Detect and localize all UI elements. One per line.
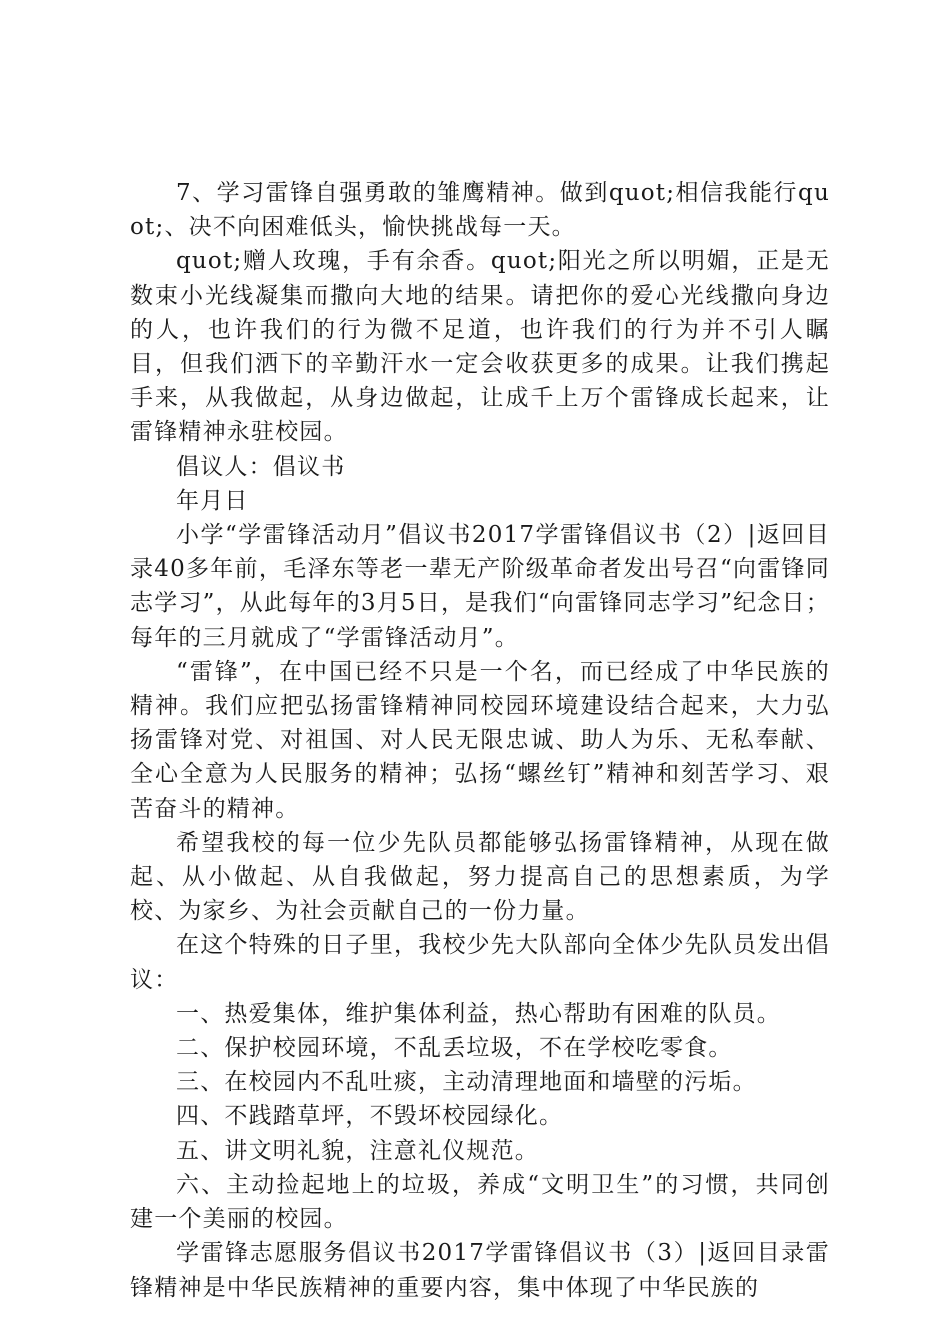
paragraph-item-1: 一、热爱集体，维护集体利益，热心帮助有困难的队员。 bbox=[176, 1000, 781, 1027]
paragraph-leifeng-national-spirit: “雷锋”，在中国已经不只是一个名，而已经成了中华民族的精神。我们应把弘扬雷锋精神同校园环境建设结合起来，大力弘扬雷锋对党、对祖国、对人民无限忠诚、助人为乐、无私奉献、全心全意为人民服务的精神；弘扬“螺丝钉”精神和刻苦学习、艰苦奋斗的精神。 bbox=[130, 658, 830, 822]
paragraph-item-2: 二、保护校园环境，不乱丢垃圾，不在学校吃零食。 bbox=[176, 1035, 733, 1062]
paragraph-item-7-eagle-spirit: 7、学习雷锋自强勇敢的雏鹰精神。做到quot;相信我能行quot;、决不向困难低头，愉快挑战每一天。 bbox=[130, 180, 830, 241]
paragraph-date-line: 年月日 bbox=[176, 487, 249, 514]
paragraph-item-4: 四、不践踏草坪，不毁坏校园绿化。 bbox=[176, 1103, 564, 1130]
paragraph-proposal-2-intro: 小学“学雷锋活动月”倡议书2017学雷锋倡议书（2）|返回目录40多年前，毛泽东等老一辈无产阶级革命者发出号召“向雷锋同志学习”，从此每年的3月5日，是我们“向雷锋同志学习”纪念日；每年的三月就成了“学雷锋活动月”。 bbox=[130, 522, 830, 651]
paragraph-roses-sunlight: quot;赠人玫瑰，手有余香。quot;阳光之所以明媚，正是无数束小光线凝集而撒向大地的结果。请把你的爱心光线撒向身边的人，也许我们的行为微不足道，也许我们的行为并不引人瞩目，但我们洒下的辛勤汗水一定会收获更多的成果。让我们携起手来，从我做起，从身边做起，让成千上万个雷锋成长起来，让雷锋精神永驻校园。 bbox=[130, 248, 830, 446]
paragraph-item-6: 六、主动捡起地上的垃圾，养成“文明卫生”的习惯，共同创建一个美丽的校园。 bbox=[130, 1171, 830, 1233]
paragraph-initiator-signature: 倡议人：倡议书 bbox=[176, 453, 346, 480]
paragraph-item-3: 三、在校园内不乱吐痰，主动清理地面和墙壁的污垢。 bbox=[176, 1069, 757, 1096]
paragraph-hope-pioneers: 希望我校的每一位少先队员都能够弘扬雷锋精神，从现在做起、从小做起、从自我做起，努力提高自己的思想素质，为学校、为家乡、为社会贡献自己的一份力量。 bbox=[130, 829, 830, 925]
paragraph-proposal-3-intro: 学雷锋志愿服务倡议书2017学雷锋倡议书（3）|返回目录雷锋精神是中华民族精神的重要内容，集中体现了中华民族的 bbox=[130, 1240, 830, 1301]
document-body bbox=[130, 176, 830, 1305]
paragraph-special-day-call: 在这个特殊的日子里，我校少先大队部向全体少先队员发出倡议： bbox=[130, 932, 830, 993]
paragraph-item-5: 五、讲文明礼貌，注意礼仪规范。 bbox=[176, 1137, 539, 1164]
